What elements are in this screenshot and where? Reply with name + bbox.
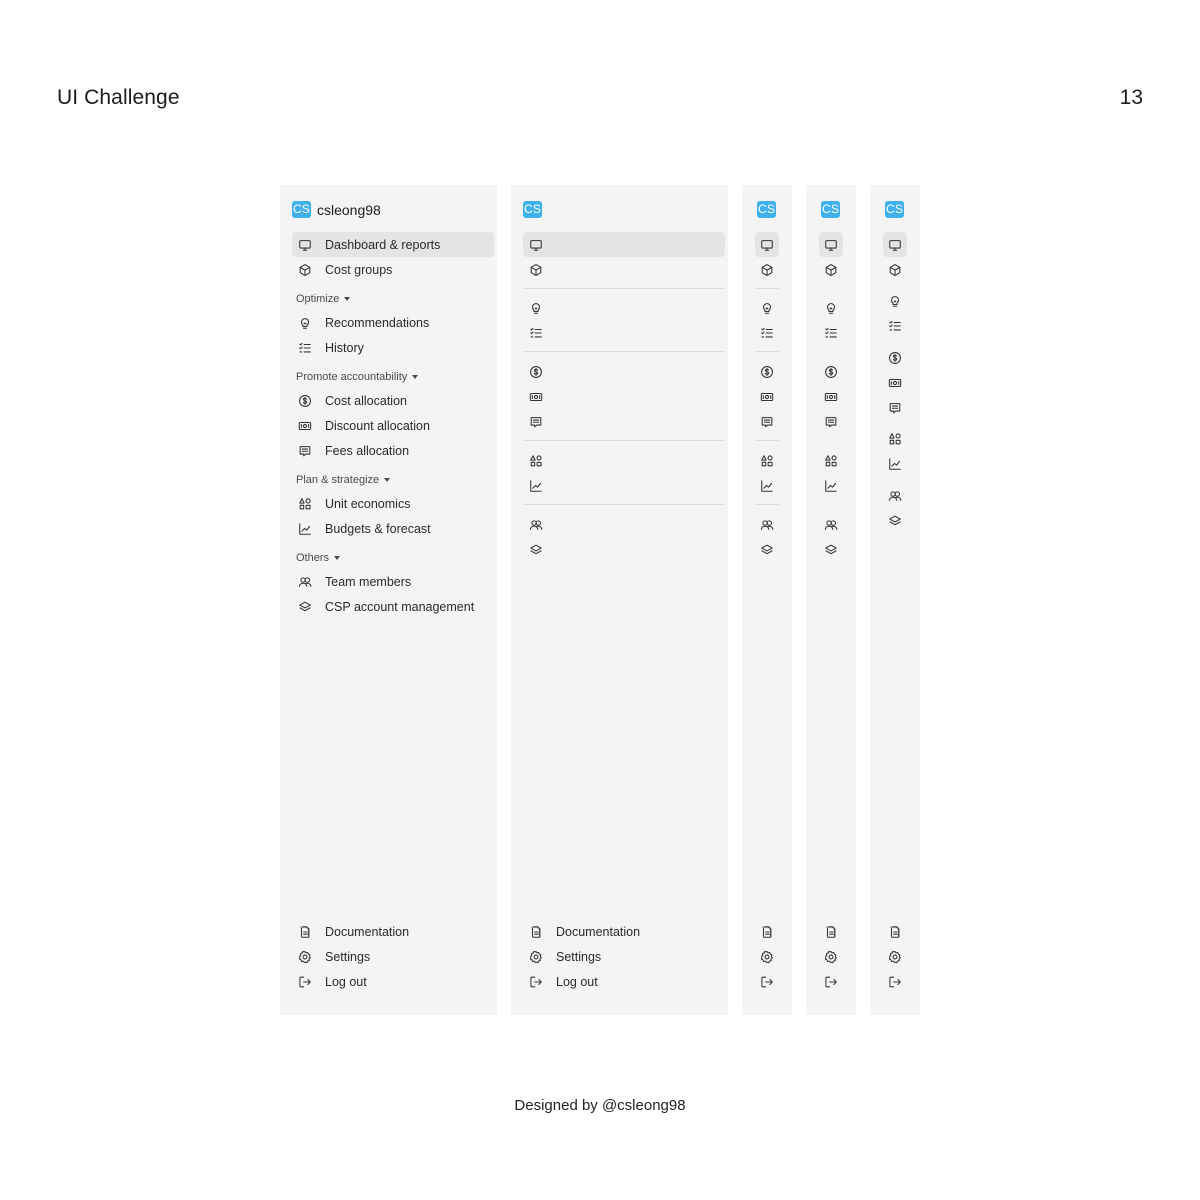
- section-divider: [755, 504, 779, 505]
- cube-icon: [824, 263, 838, 277]
- section-divider: [755, 440, 779, 441]
- document-icon: [824, 925, 838, 939]
- nav-cost-allocation[interactable]: [523, 359, 725, 384]
- document-icon: [888, 925, 902, 939]
- receipt-icon: [298, 444, 312, 458]
- nav-log-out[interactable]: [523, 969, 725, 994]
- nav-dashboard-reports[interactable]: [292, 232, 494, 257]
- nav-unit-economics[interactable]: [883, 426, 907, 451]
- shapes-icon: [529, 454, 543, 468]
- nav-cost-groups[interactable]: [523, 257, 725, 282]
- nav-discount-allocation[interactable]: [755, 384, 779, 409]
- gear-icon: [529, 950, 543, 964]
- nav-label: Unit economics: [325, 496, 411, 511]
- nav-unit-economics[interactable]: [292, 491, 494, 516]
- banknote-icon: [760, 390, 774, 404]
- nav-label: Log out: [556, 974, 598, 989]
- receipt-icon: [888, 401, 902, 415]
- nav-team-members[interactable]: [523, 512, 725, 537]
- nav-fees-allocation[interactable]: [755, 409, 779, 434]
- dollar-circle-icon: [298, 394, 312, 408]
- users-icon: [824, 518, 838, 532]
- nav-label: Cost groups: [325, 262, 393, 277]
- line-chart-icon: [760, 479, 774, 493]
- cube-icon: [529, 263, 543, 277]
- nav-team-members[interactable]: [819, 512, 843, 537]
- lightbulb-icon: [760, 301, 774, 315]
- nav-csp-account-management[interactable]: [755, 537, 779, 562]
- nav-label: Discount allocation: [325, 418, 430, 433]
- nav-csp-account-management[interactable]: [819, 537, 843, 562]
- challenge-title: UI Challenge: [57, 86, 180, 109]
- users-icon: [888, 489, 902, 503]
- section-label-text: Optimize: [296, 293, 340, 305]
- challenge-number: 13: [1119, 86, 1143, 109]
- nav-budgets-forecast[interactable]: [819, 473, 843, 498]
- checklist-icon: [888, 319, 902, 333]
- nav-budgets-forecast[interactable]: [523, 473, 725, 498]
- section-divider: [523, 440, 725, 441]
- nav-recommendations[interactable]: [292, 310, 494, 335]
- nav-discount-allocation[interactable]: [883, 370, 907, 395]
- layers-icon: [298, 600, 312, 614]
- nav-dashboard-reports[interactable]: [755, 232, 779, 257]
- nav-label: Team members: [325, 574, 412, 589]
- nav-cost-allocation[interactable]: [755, 359, 779, 384]
- gear-icon: [760, 950, 774, 964]
- nav-documentation[interactable]: [819, 919, 843, 944]
- nav-label: History: [325, 340, 364, 355]
- layers-icon: [824, 543, 838, 557]
- dollar-circle-icon: [529, 365, 543, 379]
- layers-icon: [529, 543, 543, 557]
- logout-icon: [529, 975, 543, 989]
- nav-unit-economics[interactable]: [819, 448, 843, 473]
- nav-label: Documentation: [556, 924, 641, 939]
- caret-down-icon: [344, 297, 350, 301]
- section-promote-accountability[interactable]: [296, 371, 418, 383]
- lightbulb-icon: [824, 301, 838, 315]
- caret-down-icon: [384, 478, 390, 482]
- sidebar-rail-plain: [806, 185, 856, 1015]
- receipt-icon: [760, 415, 774, 429]
- layers-icon: [888, 514, 902, 528]
- nav-log-out[interactable]: [883, 969, 907, 994]
- layers-icon: [760, 543, 774, 557]
- nav-cost-allocation[interactable]: [292, 388, 494, 413]
- nav-dashboard-reports[interactable]: [883, 232, 907, 257]
- receipt-icon: [824, 415, 838, 429]
- nav-dashboard-reports[interactable]: [819, 232, 843, 257]
- nav-recommendations[interactable]: [883, 288, 907, 313]
- banknote-icon: [298, 419, 312, 433]
- monitor-icon: [824, 238, 838, 252]
- section-divider: [755, 351, 779, 352]
- nav-cost-groups[interactable]: [883, 257, 907, 282]
- checklist-icon: [760, 326, 774, 340]
- nav-history[interactable]: [755, 320, 779, 345]
- receipt-icon: [529, 415, 543, 429]
- workspace-logo[interactable]: CS: [885, 202, 904, 216]
- sidebar-rail-compact: [870, 185, 920, 1015]
- document-icon: [298, 925, 312, 939]
- line-chart-icon: [529, 479, 543, 493]
- nav-fees-allocation[interactable]: [292, 438, 494, 463]
- lightbulb-icon: [298, 316, 312, 330]
- nav-label: Settings: [325, 949, 371, 964]
- nav-unit-economics[interactable]: [755, 448, 779, 473]
- logout-icon: [298, 975, 312, 989]
- workspace-logo[interactable]: CS: [523, 202, 542, 216]
- nav-label: CSP account management: [325, 599, 475, 614]
- nav-label: Budgets & forecast: [325, 521, 431, 536]
- nav-dashboard-reports[interactable]: [523, 232, 725, 257]
- monitor-icon: [298, 238, 312, 252]
- monitor-icon: [888, 238, 902, 252]
- monitor-icon: [529, 238, 543, 252]
- section-label-text: Plan & strategize: [296, 474, 380, 486]
- document-icon: [529, 925, 543, 939]
- cube-icon: [298, 263, 312, 277]
- gear-icon: [824, 950, 838, 964]
- nav-history[interactable]: [819, 320, 843, 345]
- logout-icon: [760, 975, 774, 989]
- nav-label: Documentation: [325, 924, 410, 939]
- line-chart-icon: [888, 457, 902, 471]
- gear-icon: [888, 950, 902, 964]
- nav-settings[interactable]: [292, 944, 494, 969]
- nav-team-members[interactable]: [755, 512, 779, 537]
- nav-label: Log out: [325, 974, 367, 989]
- document-icon: [760, 925, 774, 939]
- nav-team-members[interactable]: [292, 569, 494, 594]
- nav-label: Fees allocation: [325, 443, 410, 458]
- nav-label: Recommendations: [325, 315, 430, 330]
- cube-icon: [888, 263, 902, 277]
- section-optimize[interactable]: [296, 293, 350, 305]
- nav-csp-account-management[interactable]: [292, 594, 494, 619]
- nav-settings[interactable]: [755, 944, 779, 969]
- shapes-icon: [888, 432, 902, 446]
- shapes-icon: [824, 454, 838, 468]
- nav-cost-groups[interactable]: [292, 257, 494, 282]
- nav-budgets-forecast[interactable]: [755, 473, 779, 498]
- nav-budgets-forecast[interactable]: [292, 516, 494, 541]
- shapes-icon: [760, 454, 774, 468]
- nav-cost-allocation[interactable]: [883, 345, 907, 370]
- nav-settings[interactable]: [883, 944, 907, 969]
- nav-cost-groups[interactable]: [755, 257, 779, 282]
- nav-csp-account-management[interactable]: [523, 537, 725, 562]
- nav-label: Cost allocation: [325, 393, 407, 408]
- checklist-icon: [529, 326, 543, 340]
- checklist-icon: [824, 326, 838, 340]
- logout-icon: [888, 975, 902, 989]
- caret-down-icon: [412, 375, 418, 379]
- checklist-icon: [298, 341, 312, 355]
- banknote-icon: [529, 390, 543, 404]
- users-icon: [529, 518, 543, 532]
- caret-down-icon: [334, 556, 340, 560]
- nav-cost-groups[interactable]: [819, 257, 843, 282]
- nav-history[interactable]: [883, 313, 907, 338]
- logout-icon: [824, 975, 838, 989]
- nav-unit-economics[interactable]: [523, 448, 725, 473]
- sidebar-expanded: [280, 185, 497, 1015]
- section-others[interactable]: [296, 552, 340, 564]
- nav-fees-allocation[interactable]: [819, 409, 843, 434]
- nav-settings[interactable]: [523, 944, 725, 969]
- nav-fees-allocation[interactable]: [883, 395, 907, 420]
- nav-log-out[interactable]: [755, 969, 779, 994]
- section-plan-strategize[interactable]: [296, 474, 390, 486]
- nav-team-members[interactable]: [883, 483, 907, 508]
- nav-documentation[interactable]: [523, 919, 725, 944]
- section-divider: [523, 351, 725, 352]
- workspace-name: csleong98: [317, 202, 381, 218]
- section-divider: [523, 288, 725, 289]
- banknote-icon: [888, 376, 902, 390]
- nav-discount-allocation[interactable]: [292, 413, 494, 438]
- line-chart-icon: [298, 522, 312, 536]
- lightbulb-icon: [529, 301, 543, 315]
- nav-log-out[interactable]: [819, 969, 843, 994]
- monitor-icon: [760, 238, 774, 252]
- nav-fees-allocation[interactable]: [523, 409, 725, 434]
- nav-documentation[interactable]: [292, 919, 494, 944]
- nav-discount-allocation[interactable]: [819, 384, 843, 409]
- gear-icon: [298, 950, 312, 964]
- users-icon: [760, 518, 774, 532]
- workspace-logo[interactable]: CS: [821, 202, 840, 216]
- nav-label: Dashboard & reports: [325, 237, 441, 252]
- section-divider: [523, 504, 725, 505]
- designer-credit: Designed by @csleong98: [514, 1097, 686, 1114]
- nav-label: Settings: [556, 949, 602, 964]
- section-label-text: Others: [296, 552, 330, 564]
- line-chart-icon: [824, 479, 838, 493]
- nav-documentation[interactable]: [755, 919, 779, 944]
- nav-history[interactable]: [292, 335, 494, 360]
- nav-budgets-forecast[interactable]: [883, 451, 907, 476]
- nav-discount-allocation[interactable]: [523, 384, 725, 409]
- nav-recommendations[interactable]: [819, 295, 843, 320]
- workspace-logo[interactable]: CS: [757, 202, 776, 216]
- nav-history[interactable]: [523, 320, 725, 345]
- dollar-circle-icon: [824, 365, 838, 379]
- nav-recommendations[interactable]: [523, 295, 725, 320]
- banknote-icon: [824, 390, 838, 404]
- dollar-circle-icon: [760, 365, 774, 379]
- cube-icon: [760, 263, 774, 277]
- users-icon: [298, 575, 312, 589]
- section-label-text: Promote accountability: [296, 371, 408, 383]
- nav-recommendations[interactable]: [755, 295, 779, 320]
- nav-settings[interactable]: [819, 944, 843, 969]
- nav-cost-allocation[interactable]: [819, 359, 843, 384]
- sidebar-wide-dividers: [511, 185, 728, 1015]
- dollar-circle-icon: [888, 351, 902, 365]
- nav-documentation[interactable]: [883, 919, 907, 944]
- lightbulb-icon: [888, 294, 902, 308]
- shapes-icon: [298, 497, 312, 511]
- sidebar-rail-dividers: [742, 185, 792, 1015]
- section-divider: [755, 288, 779, 289]
- nav-log-out[interactable]: [292, 969, 494, 994]
- workspace-logo[interactable]: CS: [292, 202, 311, 216]
- nav-csp-account-management[interactable]: [883, 508, 907, 533]
